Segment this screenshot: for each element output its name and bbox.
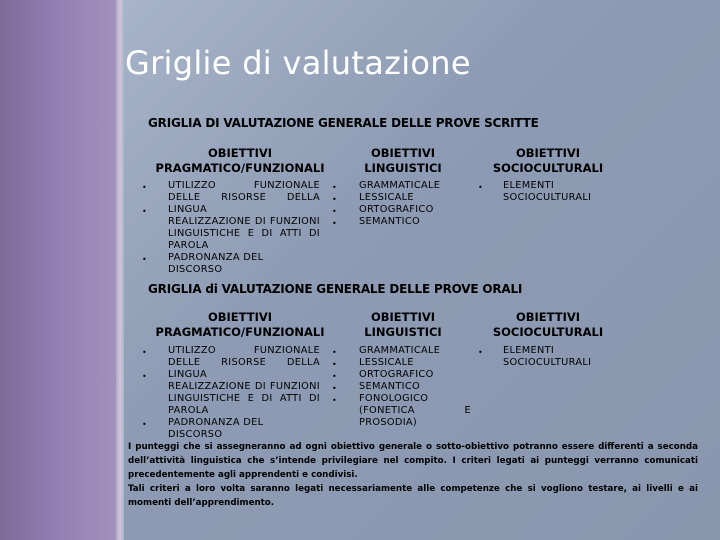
bullet-icon: • [332,372,337,381]
written-col1-heading-line2: PRAGMATICO/FUNZIONALI [155,161,325,175]
list-item [359,357,471,369]
bullet-icon: • [332,183,337,192]
bullet-icon: • [332,207,337,216]
bullet-icon: • [478,183,483,192]
bullet-icon: • [142,207,147,216]
list-item [359,180,479,192]
bullet-icon: • [332,360,337,369]
list-item [359,192,479,204]
bullet-icon: • [142,348,147,357]
list-item [359,204,479,216]
list-item [168,381,320,417]
list-item [359,393,471,429]
written-col1-heading-line1: OBIETTIVI [207,146,273,160]
list-item [168,252,320,276]
list-item-text: ORTOGRAFICO [359,204,434,215]
list-item [168,345,320,381]
list-item [503,345,603,369]
written-col3-heading-line2: SOCIOCULTURALI [492,161,604,175]
bullet-icon: • [142,420,147,429]
list-item-text: UTILIZZO FUNZIONALE DELLE RISORSE DELLA LINGUA [168,180,320,215]
list-item-text: PADRONANZA DEL DISCORSO [168,252,264,275]
list-item-text: SEMANTICO [359,381,421,392]
list-item-text: GRAMMATICALE [359,345,441,356]
list-item [168,417,320,441]
list-item-text: GRAMMATICALE [359,180,441,191]
written-grid-title: GRIGLIA DI VALUTAZIONE GENERALE DELLE PROVE SCRITTE [148,116,539,130]
written-col1-list [168,180,320,276]
slide-title: Griglie di valutazione [125,44,471,82]
list-item-text: LESSICALE [359,357,414,368]
bullet-icon: • [332,396,337,405]
bullet-icon: • [332,219,337,228]
footer-notes [128,440,698,510]
written-col3-heading-line1: OBIETTIVI [515,146,581,160]
list-item [168,216,320,252]
bullet-icon: • [332,384,337,393]
oral-col3-heading [488,310,608,340]
written-col2-list [359,180,479,228]
list-item [359,369,471,381]
bullet-icon: • [332,195,337,204]
oral-col1-heading-line1: OBIETTIVI [207,310,273,324]
oral-col3-heading-line1: OBIETTIVI [515,310,581,324]
oral-col1-heading [150,310,330,340]
oral-col2-list [359,345,471,429]
list-item-text: REALIZZAZIONE DI FUNZIONI LINGUISTICHE E DI ATTI DI PAROLA [168,216,320,251]
oral-col3-heading-line2: SOCIOCULTURALI [492,325,604,339]
list-item-text: ELEMENTI SOCIOCULTURALI [503,180,592,203]
written-col3-list [503,180,603,204]
list-item-text: LESSICALE [359,192,414,203]
oral-grid-title: GRIGLIA di VALUTAZIONE GENERALE DELLE PROVE ORALI [148,282,523,296]
footer-paragraph: I punteggi che si assegneranno ad ogni obiettivo generale o sotto-obiettivo potranno essere differenti a seconda dell’attività linguistica che s’intende privilegiare nel compito. I criteri legati ai punteggi verranno comunicati precedentemente agli apprendenti e condivisi. [128,442,698,480]
left-decorative-strip [0,0,122,540]
strip-highlight-edge [116,0,124,540]
oral-col2-heading: OBIETTIVI LINGUISTICI [364,310,442,339]
list-item [359,345,471,357]
written-col1-heading [150,146,330,176]
bullet-icon: • [142,183,147,192]
list-item-text: SEMANTICO [359,216,421,227]
list-item [503,180,603,204]
list-item-text: ELEMENTI SOCIOCULTURALI [503,345,592,368]
bullet-icon: • [332,348,337,357]
list-item-text: REALIZZAZIONE DI FUNZIONI LINGUISTICHE E DI ATTI DI PAROLA [168,381,320,416]
bullet-icon: • [478,348,483,357]
bullet-icon: • [142,372,147,381]
written-col2-heading: OBIETTIVI LINGUISTICI [364,146,442,175]
footer-paragraph: Tali criteri a loro volta saranno legati necessariamente alle competenze che si vogliono testare, ai livelli e ai momenti dell’apprendimento. [128,484,698,508]
list-item [359,381,471,393]
list-item-text: PADRONANZA DEL DISCORSO [168,417,264,440]
list-item-text: FONOLOGICO (FONETICA E PROSODIA) [359,393,471,428]
list-item [168,180,320,216]
list-item-text: UTILIZZO FUNZIONALE DELLE RISORSE DELLA LINGUA [168,345,320,380]
list-item-text: ORTOGRAFICO [359,369,434,380]
oral-col1-heading-line2: PRAGMATICO/FUNZIONALI [155,325,325,339]
oral-col3-list [503,345,603,369]
list-item [359,216,479,228]
bullet-icon: • [142,255,147,264]
written-col3-heading [488,146,608,176]
oral-col1-list [168,345,320,441]
